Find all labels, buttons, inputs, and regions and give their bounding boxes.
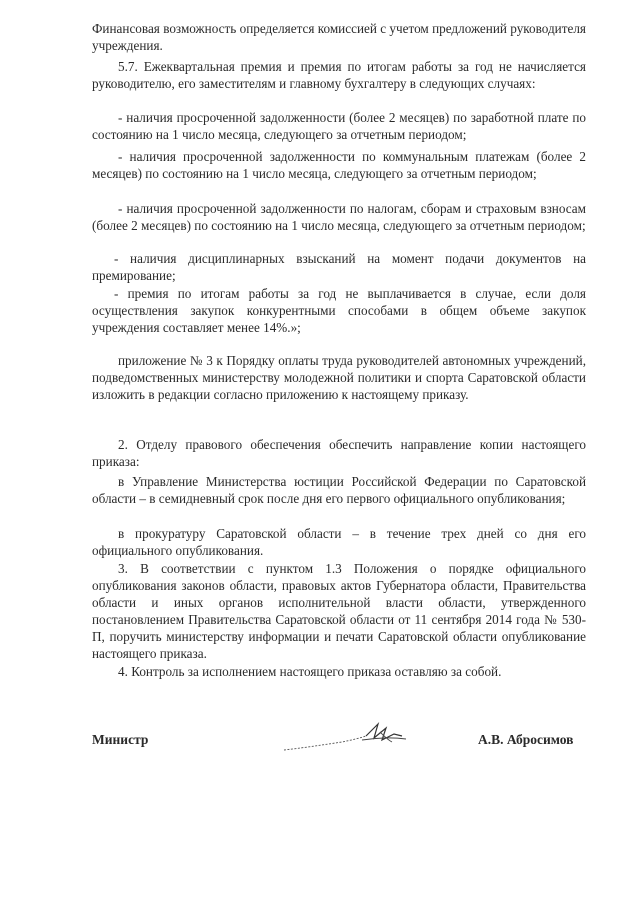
- paragraph-ministry-justice: в Управление Министерства юстиции Российской Федерации по Саратовской области – в семидневный срок после дня его первого официального опубликования;: [92, 474, 586, 506]
- list-item-utility-debt: - наличия просроченной задолженности по коммунальным платежам (более 2 месяцев) по состоянию на 1 число месяца, следующего за отчетным периодом;: [92, 149, 586, 181]
- paragraph-item-4: 4. Контроль за исполнением настоящего приказа оставляю за собой.: [118, 664, 502, 679]
- list-item-tax-debt: - наличия просроченной задолженности по налогам, сборам и страховым взносам (более 2 месяцев) по состоянию на 1 число месяца, следующего за отчетным периодом;: [92, 201, 586, 233]
- paragraph-prosecutor: в прокуратуру Саратовской области – в течение трех дней со дня его официального опубликования.: [92, 526, 586, 558]
- paragraph-appendix-3: приложение № 3 к Порядку оплаты труда руководителей автономных учреждений, подведомственных министерству молодежной политики и спорта Саратовской области изложить в редакции согласно приложению к настоящему приказу.: [92, 353, 586, 402]
- paragraph-financial-possibility: Финансовая возможность определяется комиссией с учетом предложений руководителя учреждения.: [92, 21, 586, 53]
- paragraph-5-7: 5.7. Ежеквартальная премия и премия по итогам работы за год не начисляется руководителю, его заместителям и главному бухгалтеру в следующих случаях:: [92, 59, 586, 91]
- signatory-name: А.В. Абросимов: [478, 732, 574, 747]
- handwritten-signature: [282, 718, 412, 758]
- signatory-position: Министр: [92, 732, 149, 747]
- list-item-disciplinary: - наличия дисциплинарных взысканий на момент подачи документов на премирование;: [92, 251, 586, 283]
- paragraph-item-2: 2. Отделу правового обеспечения обеспечить направление копии настоящего приказа:: [92, 437, 586, 469]
- list-item-salary-debt: - наличия просроченной задолженности (более 2 месяцев) по заработной плате по состоянию на 1 число месяца, следующего за отчетным периодом;: [92, 110, 586, 142]
- paragraph-item-3: 3. В соответствии с пунктом 1.3 Положения о порядке официального опубликования законов области, правовых актов Губернатора области, Правительства области и иных органов исполнительной власти области, утвержденного постановлением Правительства Саратовской области от 11 сентября 2014 года № 530-П, поручить министерству информации и печати Саратовской области опубликование настоящего приказа.: [92, 561, 586, 661]
- list-item-procurement: - премия по итогам работы за год не выплачивается в случае, если доля осуществления закупок конкурентными способами в общем объеме закупок учреждения составляет менее 14%.»;: [92, 286, 586, 335]
